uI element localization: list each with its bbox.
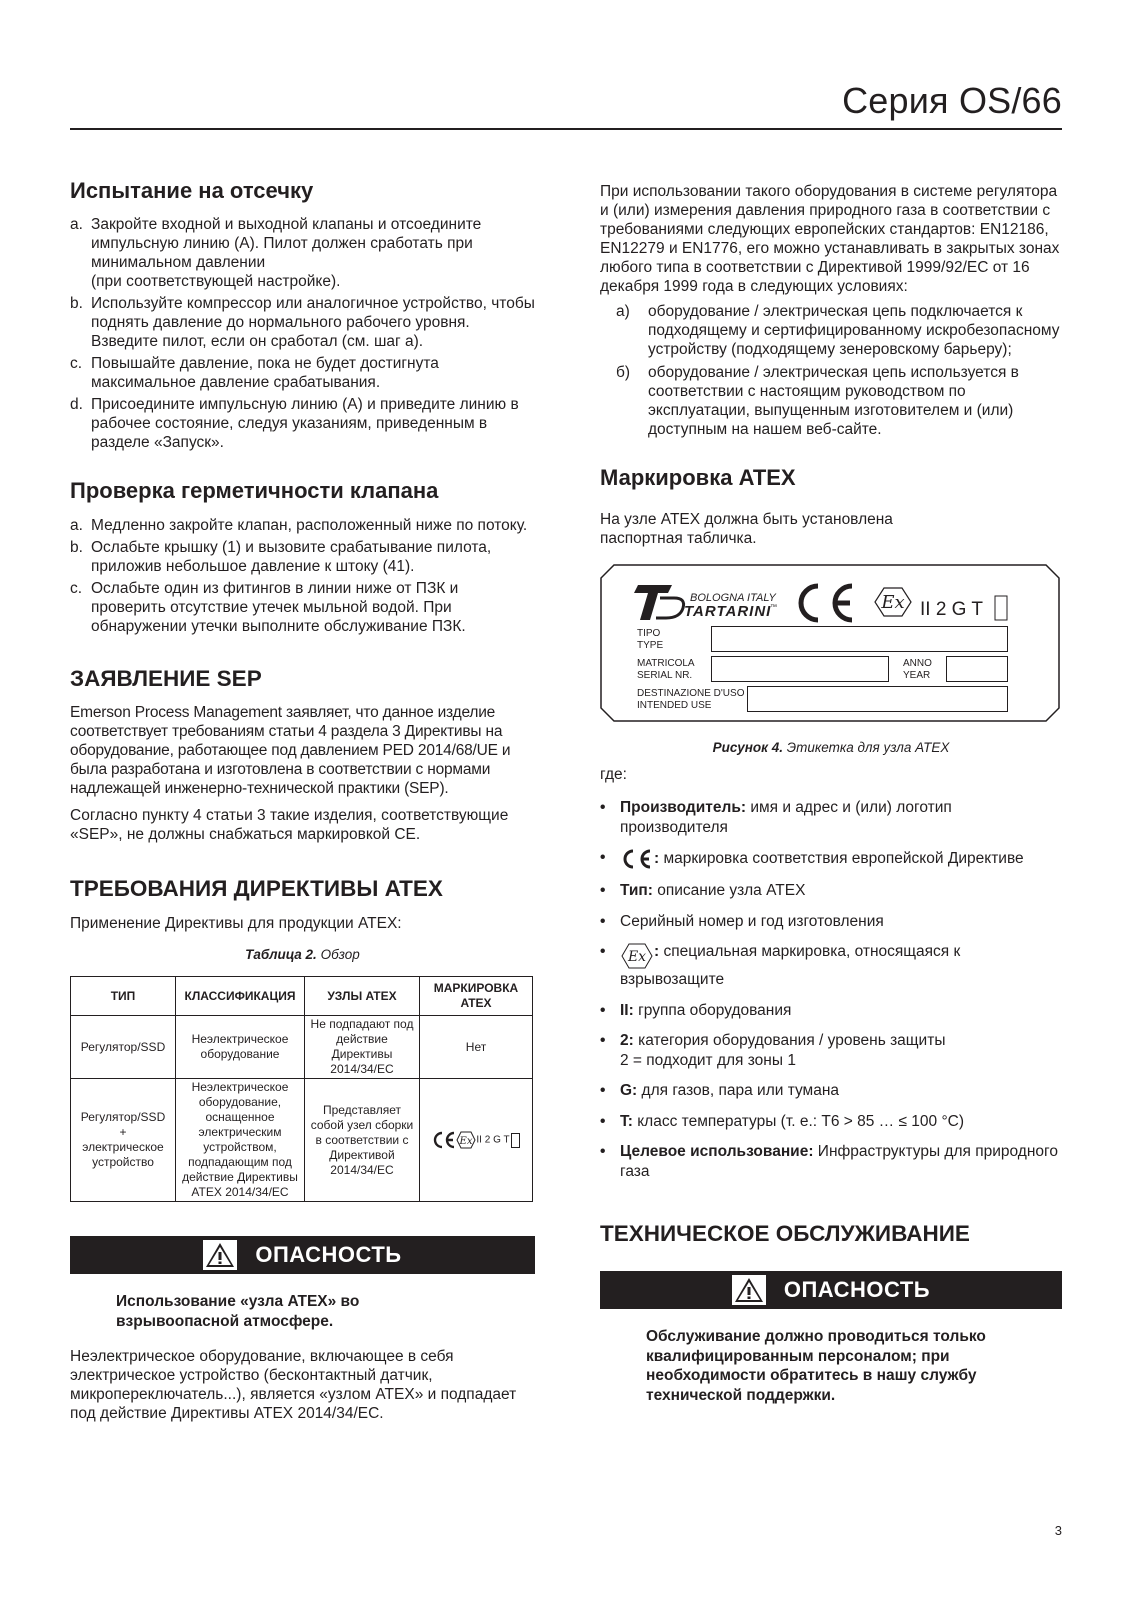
list-item: • II: группа оборудования: [600, 1001, 792, 1019]
danger-left-section: [70, 1236, 535, 1423]
right-intro-section: [600, 182, 1062, 439]
ce-mark-icon: [620, 848, 654, 870]
brand-city: BOLOGNA ITALY: [690, 592, 776, 605]
temperature-class-box: [995, 596, 1007, 620]
sep-section: [70, 666, 535, 845]
atex-marking-section: [600, 465, 1062, 1181]
ce-mark-icon: [801, 586, 852, 620]
list-item: • 2: категория оборудования / уровень защиты 2 = подходит для зоны 1: [600, 1032, 946, 1069]
danger-banner: [70, 1236, 535, 1274]
plate-label-tipo: TIPO: [637, 628, 661, 640]
left-column: [70, 178, 535, 1431]
plate-label-type: TYPE: [637, 640, 664, 652]
plate-label-year: YEAR: [903, 670, 931, 682]
header-rule: [70, 128, 1062, 130]
cutoff-test-title: Испытание на отсечку: [70, 178, 314, 203]
svg-text:Ex: Ex: [459, 1136, 473, 1148]
list-item: d. Присоедините импульсную линию (A) и приведите линию в рабочее состояние, следуя указаниям, приведенным в разделе «Запуск».: [70, 396, 519, 452]
tartarini-logo-icon: [634, 585, 684, 620]
maintenance-section: [600, 1221, 1062, 1405]
list-item: b. Ослабьте крышку (1) и вызовите срабатывание пилота, приложив небольшое давление к штоку (41).: [70, 538, 492, 575]
list-item: • G: для газов, пара или тумана: [600, 1082, 840, 1100]
table-row: [71, 1016, 533, 1079]
series-title: Серия OS/66: [842, 80, 1062, 121]
valve-tightness-title: Проверка герметичности клапана: [70, 478, 439, 504]
list-item: • Ex : специальная маркировка, относящаяся к взрывозащите: [600, 943, 961, 989]
list-item: a. Медленно закройте клапан, расположенный ниже по потоку.: [70, 516, 528, 534]
table-cell: Неэлектрическое оборудование, оснащенное электрическим устройством, подпадающим под действие Директивы ATEX 2014/34/EC: [176, 1079, 305, 1202]
temperature-class-box: [511, 1133, 520, 1148]
danger-banner: [600, 1271, 1062, 1309]
page-number: 3: [1054, 1523, 1062, 1538]
table-cell: Не подпадают под действие Директивы 2014/34/EC: [305, 1016, 420, 1079]
plate-label-serial: SERIAL NR.: [637, 670, 693, 682]
year-field: [946, 656, 1008, 682]
type-field: [711, 626, 1008, 652]
list-item: c. Ослабьте один из фитингов в линии ниже от ПЗК и проверить отсутствие утечек мыльной водой. При обнаружении утечки выполните обслуживание ПЗК.: [70, 579, 466, 635]
ex-hexagon-icon: [875, 588, 911, 616]
table-cell: Регулятор/SSD: [71, 1016, 176, 1079]
table-cell: Неэлектрическое оборудование: [176, 1016, 305, 1079]
list-item: • Производитель: имя и адрес и (или) логотип производителя: [600, 799, 952, 836]
cutoff-test-section: [70, 178, 535, 452]
atex-marking-intro: На узле ATEX должна быть установлена паспортная табличка.: [600, 511, 893, 548]
sep-paragraph-2: Согласно пункту 4 статьи 3 такие изделия, соответствующие «SEP», не должны снабжаться маркировкой CE.: [70, 807, 509, 844]
atex-nameplate: [600, 564, 1060, 722]
figure-caption: Рисунок 4. Этикетка для узла ATEX: [712, 740, 950, 756]
atex-requirements-section: [70, 876, 535, 1202]
svg-text:Ex: Ex: [881, 592, 905, 614]
table-cell: Представляет собой узел сборки в соответствии с Директивой 2014/34/EC: [305, 1079, 420, 1202]
table-caption: Таблица 2. Обзор: [245, 947, 360, 963]
list-item: b. Используйте компрессор или аналогичное устройство, чтобы поднять давление до нормального рабочего уровня. Взведите пилот, если он сработал (см. шаг a).: [70, 295, 535, 351]
plate-label-destinazione: DESTINAZIONE D'USO: [637, 688, 745, 700]
atex-marking-title: Маркировка ATEX: [600, 465, 796, 490]
plate-label-anno: ANNO: [903, 658, 932, 670]
table-header-cell: МАРКИРОВКА ATEX: [420, 977, 533, 1016]
danger-warning-text: Использование «узла ATEX» во взрывоопасной атмосфере.: [116, 1293, 360, 1330]
right-intro-text: При использовании такого оборудования в системе регулятора и (или) измерения давления природного газа в соответствии с требованиями следующих европейских стандартов: EN12186, EN12279 и EN1776, его можно устанавливать в закрытых зонах любого типа в соответствии с Директивой 1999/92/EC от 16 декабря 1999 года в следующих условиях:: [600, 183, 1060, 295]
brand-tm: ™: [770, 604, 777, 612]
table-header-row: [71, 977, 533, 1016]
maintenance-danger-text: Обслуживание должно проводиться только квалифицированным персоналом; при необходимости обратитесь в нашу службу технической поддержки.: [646, 1328, 986, 1404]
table-cell-marking: Ex II 2 G T: [420, 1079, 533, 1202]
atex-requirements-title: ТРЕБОВАНИЯ ДИРЕКТИВЫ ATEX: [70, 876, 443, 902]
list-item: • Серийный номер и год изготовления: [600, 912, 884, 930]
plate-label-intended: INTENDED USE: [637, 700, 712, 712]
table-cell: Регулятор/SSD + электрическое устройство: [71, 1079, 176, 1202]
marking-legend-list: [600, 798, 1062, 1181]
list-item: c. Повышайте давление, пока не будет достигнута максимальное давление срабатывания.: [70, 355, 439, 392]
danger-label: ОПАСНОСТЬ: [783, 1277, 931, 1303]
ce-mark-icon: [432, 1131, 456, 1149]
intended-use-field: [747, 686, 1008, 712]
maintenance-title: ТЕХНИЧЕСКОЕ ОБСЛУЖИВАНИЕ: [600, 1221, 970, 1247]
where-label: где:: [600, 766, 627, 784]
valve-tightness-list: [70, 516, 535, 636]
atex-requirements-intro: Применение Директивы для продукции ATEX:: [70, 915, 402, 933]
overview-table: [70, 976, 533, 1202]
svg-text:Ex: Ex: [627, 949, 647, 966]
list-item: б) оборудование / электрическая цепь используется в соответствии с настоящим руководством по эксплуатации, выпущенным изготовителем и (или) доступным на нашем веб-сайте.: [616, 364, 1019, 438]
list-item: • T: класс температуры (т. е.: T6 > 85 … ≤ 100 °C): [600, 1112, 965, 1130]
list-item: a. Закройте входной и выходной клапаны и отсоедините импульсную линию (A). Пилот должен сработать при минимальном давлении (при соответствующей настройке).: [70, 216, 482, 291]
ex-hexagon-icon: [456, 1131, 476, 1149]
sep-paragraph-1: Emerson Process Management заявляет, что данное изделие соответствует требованиям статьи 4 раздела 3 Директивы на оборудование, работающее под давлением PED 2014/68/UE и была разработана и изготовлена в соответствии с нормами надлежащей инженерно-технической практики (SEP).: [70, 704, 511, 798]
sep-title: ЗАЯВЛЕНИЕ SEP: [70, 665, 262, 691]
serial-field: [711, 656, 889, 682]
table-row: [71, 1079, 533, 1202]
right-column: [600, 182, 1062, 1421]
table-header-cell: КЛАССИФИКАЦИЯ: [176, 977, 305, 1016]
warning-triangle-icon: [203, 1240, 237, 1270]
plate-label-matricola: MATRICOLA: [637, 658, 695, 670]
list-item: a) оборудование / электрическая цепь подключается к подходящему и сертифицированному искробезопасному устройству (подходящему зенеровскому барьеру);: [616, 303, 1060, 358]
cutoff-test-list: [70, 215, 535, 452]
danger-label: ОПАСНОСТЬ: [255, 1242, 402, 1268]
valve-tightness-section: [70, 478, 535, 635]
table-header-cell: ТИП: [71, 977, 176, 1016]
list-item: • Тип: описание узла ATEX: [600, 882, 806, 900]
plate-marking: II 2 G T: [920, 599, 984, 621]
danger-body-text: Неэлектрическое оборудование, включающее в себя электрическое устройство (бесконтактный датчик, микропереключатель...), является «узлом ATEX» и подпадает под действие Директивы ATEX 2014/34/EC.: [70, 1348, 517, 1423]
table-header-cell: УЗЛЫ ATEX: [305, 977, 420, 1016]
warning-triangle-icon: [732, 1275, 766, 1305]
brand-name: TARTARINI: [684, 603, 772, 621]
list-item: • Целевое использование: Инфраструктуры для природного газа: [600, 1143, 1058, 1180]
table-cell: Нет: [420, 1016, 533, 1079]
list-item: • : маркировка соответствия европейской Директиве: [600, 848, 1062, 870]
conditions-list: [600, 302, 1062, 439]
ex-hexagon-icon: [620, 942, 654, 970]
